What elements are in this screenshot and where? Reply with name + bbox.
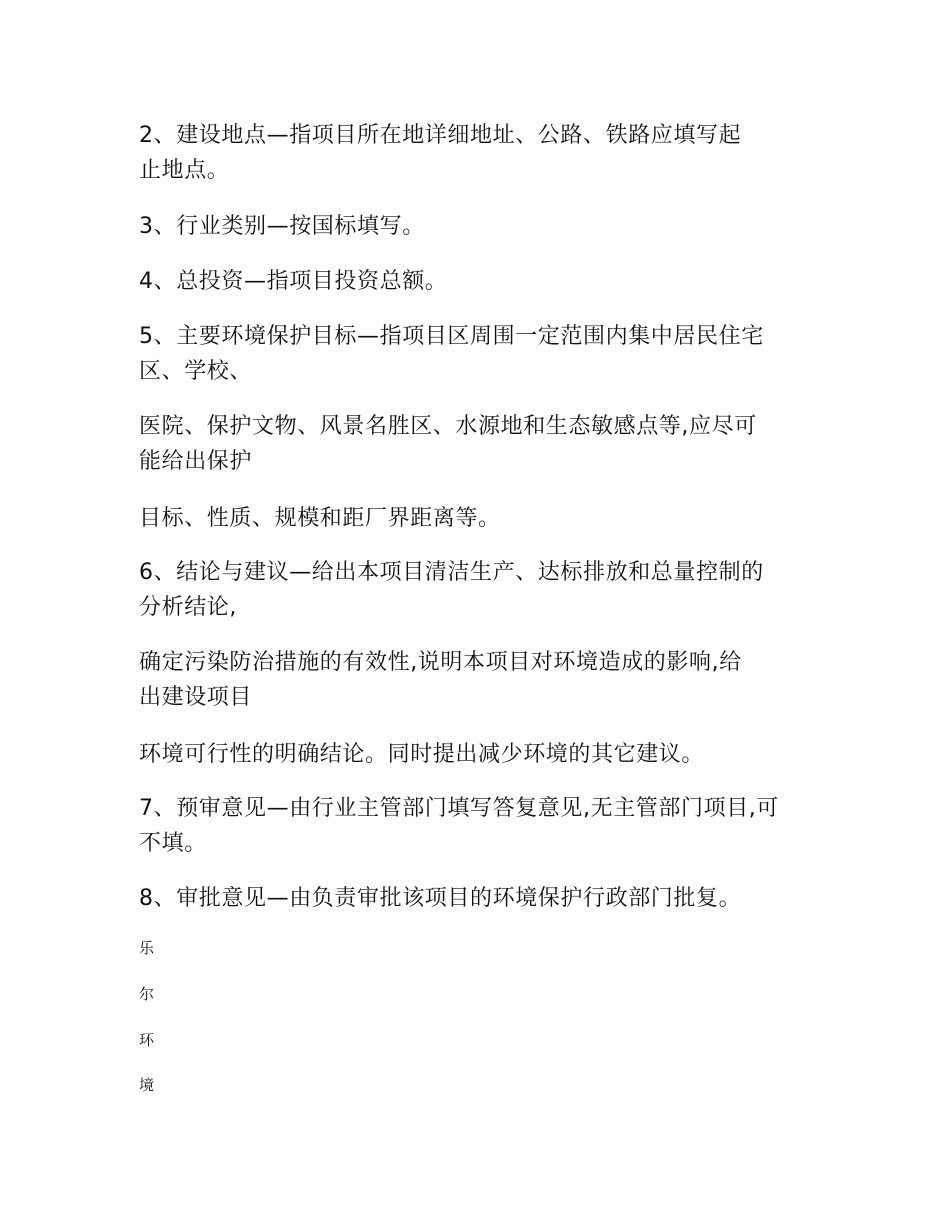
text-line: 止地点。 xyxy=(139,158,230,183)
item-4-total-investment xyxy=(139,264,819,299)
text-line: 分析结论, xyxy=(139,595,237,620)
vertical-char: 尔 xyxy=(139,985,155,1003)
text-line: 区、学校、 xyxy=(139,359,253,384)
text-line: 3、行业类别—按国标填写。 xyxy=(139,214,425,239)
item-5-continuation-2 xyxy=(139,501,819,536)
text-line: 8、审批意见—由负责审批该项目的环境保护行政部门批复。 xyxy=(139,886,742,911)
text-line: 能给出保护 xyxy=(139,449,253,474)
item-7-pre-review xyxy=(139,791,819,861)
item-6-conclusions xyxy=(139,555,819,625)
item-5-continuation-1 xyxy=(139,409,819,479)
text-line: 2、建设地点—指项目所在地详细地址、公路、铁路应填写起 xyxy=(139,123,742,148)
item-3-industry-category xyxy=(139,209,819,244)
text-line: 5、主要环境保护目标—指项目区周围一定范围内集中居民住宅 xyxy=(139,324,764,349)
text-line: 不填。 xyxy=(139,831,207,856)
item-6-continuation-1 xyxy=(139,645,819,715)
text-line: 4、总投资—指项目投资总额。 xyxy=(139,269,448,294)
vertical-char: 环 xyxy=(139,1031,155,1049)
text-line: 7、预审意见—由行业主管部门填写答复意见,无主管部门项目,可 xyxy=(139,796,779,821)
text-line: 目标、性质、规模和距厂界距离等。 xyxy=(139,506,501,531)
item-5-protection-targets xyxy=(139,319,819,389)
text-line: 环境可行性的明确结论。同时提出减少环境的其它建议。 xyxy=(139,742,705,767)
vertical-char: 乐 xyxy=(139,939,155,957)
vertical-char: 境 xyxy=(139,1076,155,1094)
text-line: 出建设项目 xyxy=(139,685,253,710)
item-2-construction-site xyxy=(139,118,819,188)
text-line: 确定污染防治措施的有效性,说明本项目对环境造成的影响,给 xyxy=(139,650,742,675)
item-8-approval xyxy=(139,881,819,916)
item-6-continuation-2 xyxy=(139,737,819,772)
text-line: 6、结论与建议—给出本项目清洁生产、达标排放和总量控制的 xyxy=(139,560,764,585)
text-line: 医院、保护文物、风景名胜区、水源地和生态敏感点等,应尽可 xyxy=(139,414,757,439)
